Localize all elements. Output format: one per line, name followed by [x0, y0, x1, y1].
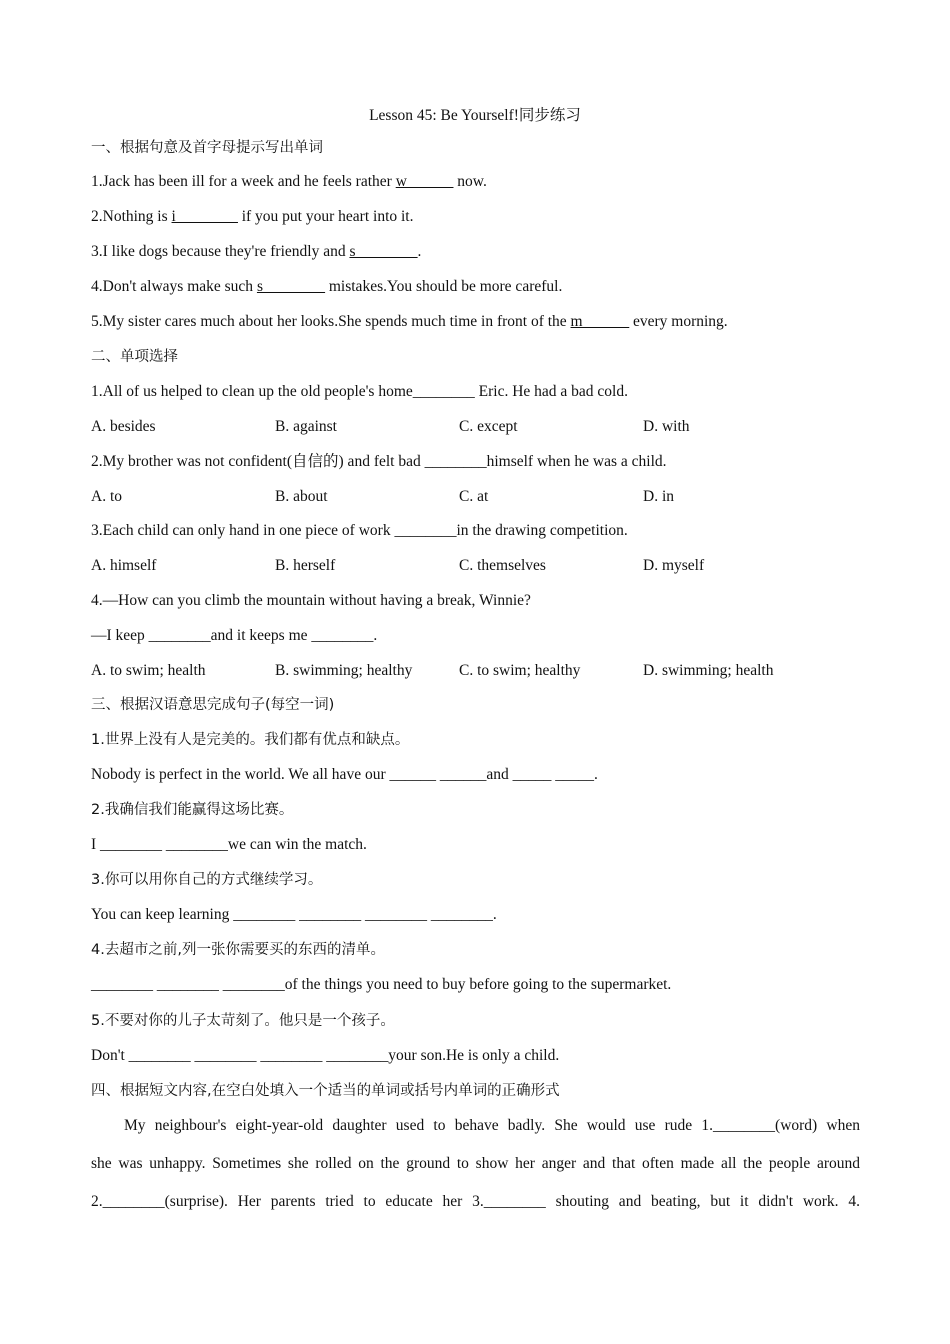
s3-q5-chinese: 5.不要对你的儿子太苛刻了。他只是一个孩子。: [91, 1013, 395, 1029]
s2-q2-option-d: D. in: [643, 488, 674, 505]
s2-q4-option-b: B. swimming; healthy: [275, 662, 413, 679]
section-4-heading: 四、根据短文内容,在空白处填入一个适当的单词或括号内单词的正确形式: [91, 1083, 560, 1099]
s3-q3-english: You can keep learning ________ ________ ________ ________.: [91, 906, 497, 923]
s2-question-2: 2.My brother was not confident(自信的) and felt bad ________himself when he was a child.: [91, 453, 667, 470]
s2-q2-option-b: B. about: [275, 488, 328, 505]
s1-question-5: 5.My sister cares much about her looks.She spends much time in front of the m______ every morning.: [91, 313, 728, 330]
s2-q3-option-d: D. myself: [643, 557, 705, 574]
s2-q4-option-d: D. swimming; health: [643, 662, 774, 679]
s3-q3-chinese: 3.你可以用你自己的方式继续学习。: [91, 872, 323, 888]
s2-question-4-reply: —I keep ________and it keeps me ________.: [91, 627, 378, 644]
s1-q4-blank: s________: [256, 278, 325, 295]
s3-q4-english: ________ ________ ________of the things you need to buy before going to the supermarket.: [91, 976, 672, 993]
s2-question-3: 3.Each child can only hand in one piece of work ________in the drawing competition.: [91, 522, 628, 539]
s2-q2-option-a: A. to: [91, 488, 122, 505]
s3-q1-chinese: 1.世界上没有人是完美的。我们都有优点和缺点。: [91, 732, 410, 748]
s2-q4-option-c: C. to swim; healthy: [459, 662, 581, 679]
s3-q1-english: Nobody is perfect in the world. We all have our ______ ______and _____ _____.: [91, 766, 598, 783]
section-2-heading: 二、单项选择: [91, 349, 178, 365]
s2-q1-option-b: B. against: [275, 418, 337, 435]
section-1-heading: 一、根据句意及首字母提示写出单词: [91, 140, 323, 156]
s1-q2-blank: i________: [171, 208, 238, 225]
s3-q2-chinese: 2.我确信我们能赢得这场比赛。: [91, 802, 294, 818]
s3-q4-chinese: 4.去超市之前,列一张你需要买的东西的清单。: [91, 942, 385, 958]
s3-q2-english: I ________ ________we can win the match.: [91, 836, 367, 853]
s2-q2-option-c: C. at: [459, 488, 489, 505]
document-title: Lesson 45: Be Yourself!同步练习: [369, 107, 581, 124]
s2-q4-option-a: A. to swim; health: [91, 662, 206, 679]
s2-question-4: 4.—How can you climb the mountain without having a break, Winnie?: [91, 592, 531, 609]
s4-passage-line-3: 2.________(surprise). Her parents tried to educate her 3.________ shouting and beating, but it didn't work. 4.: [91, 1193, 860, 1210]
s1-q1-blank: w______: [395, 173, 454, 190]
s4-passage-line-1: My neighbour's eight-year-old daughter used to behave badly. She would use rude 1.________(word) when: [124, 1117, 860, 1134]
s2-q1-option-c: C. except: [459, 418, 518, 435]
s1-question-4: 4.Don't always make such s________ mistakes.You should be more careful.: [91, 278, 563, 295]
section-3-heading: 三、根据汉语意思完成句子(每空一词): [91, 697, 335, 713]
s1-question-3: 3.I like dogs because they're friendly and s________.: [91, 243, 422, 260]
s1-question-2: 2.Nothing is i________ if you put your heart into it.: [91, 208, 414, 225]
s2-q3-option-c: C. themselves: [459, 557, 546, 574]
s4-passage-line-2: she was unhappy. Sometimes she rolled on the ground to show her anger and that often made all the people around: [91, 1155, 860, 1172]
s2-q3-option-b: B. herself: [275, 557, 336, 574]
s2-q1-option-d: D. with: [643, 418, 690, 435]
s1-q5-blank: m______: [570, 313, 630, 330]
s1-q3-blank: s________: [349, 243, 418, 260]
s2-q1-option-a: A. besides: [91, 418, 156, 435]
s3-q5-english: Don't ________ ________ ________ ________your son.He is only a child.: [91, 1047, 560, 1064]
s1-question-1: 1.Jack has been ill for a week and he feels rather w______ now.: [91, 173, 487, 190]
s2-question-1: 1.All of us helped to clean up the old people's home________ Eric. He had a bad cold.: [91, 383, 628, 400]
s2-q3-option-a: A. himself: [91, 557, 157, 574]
